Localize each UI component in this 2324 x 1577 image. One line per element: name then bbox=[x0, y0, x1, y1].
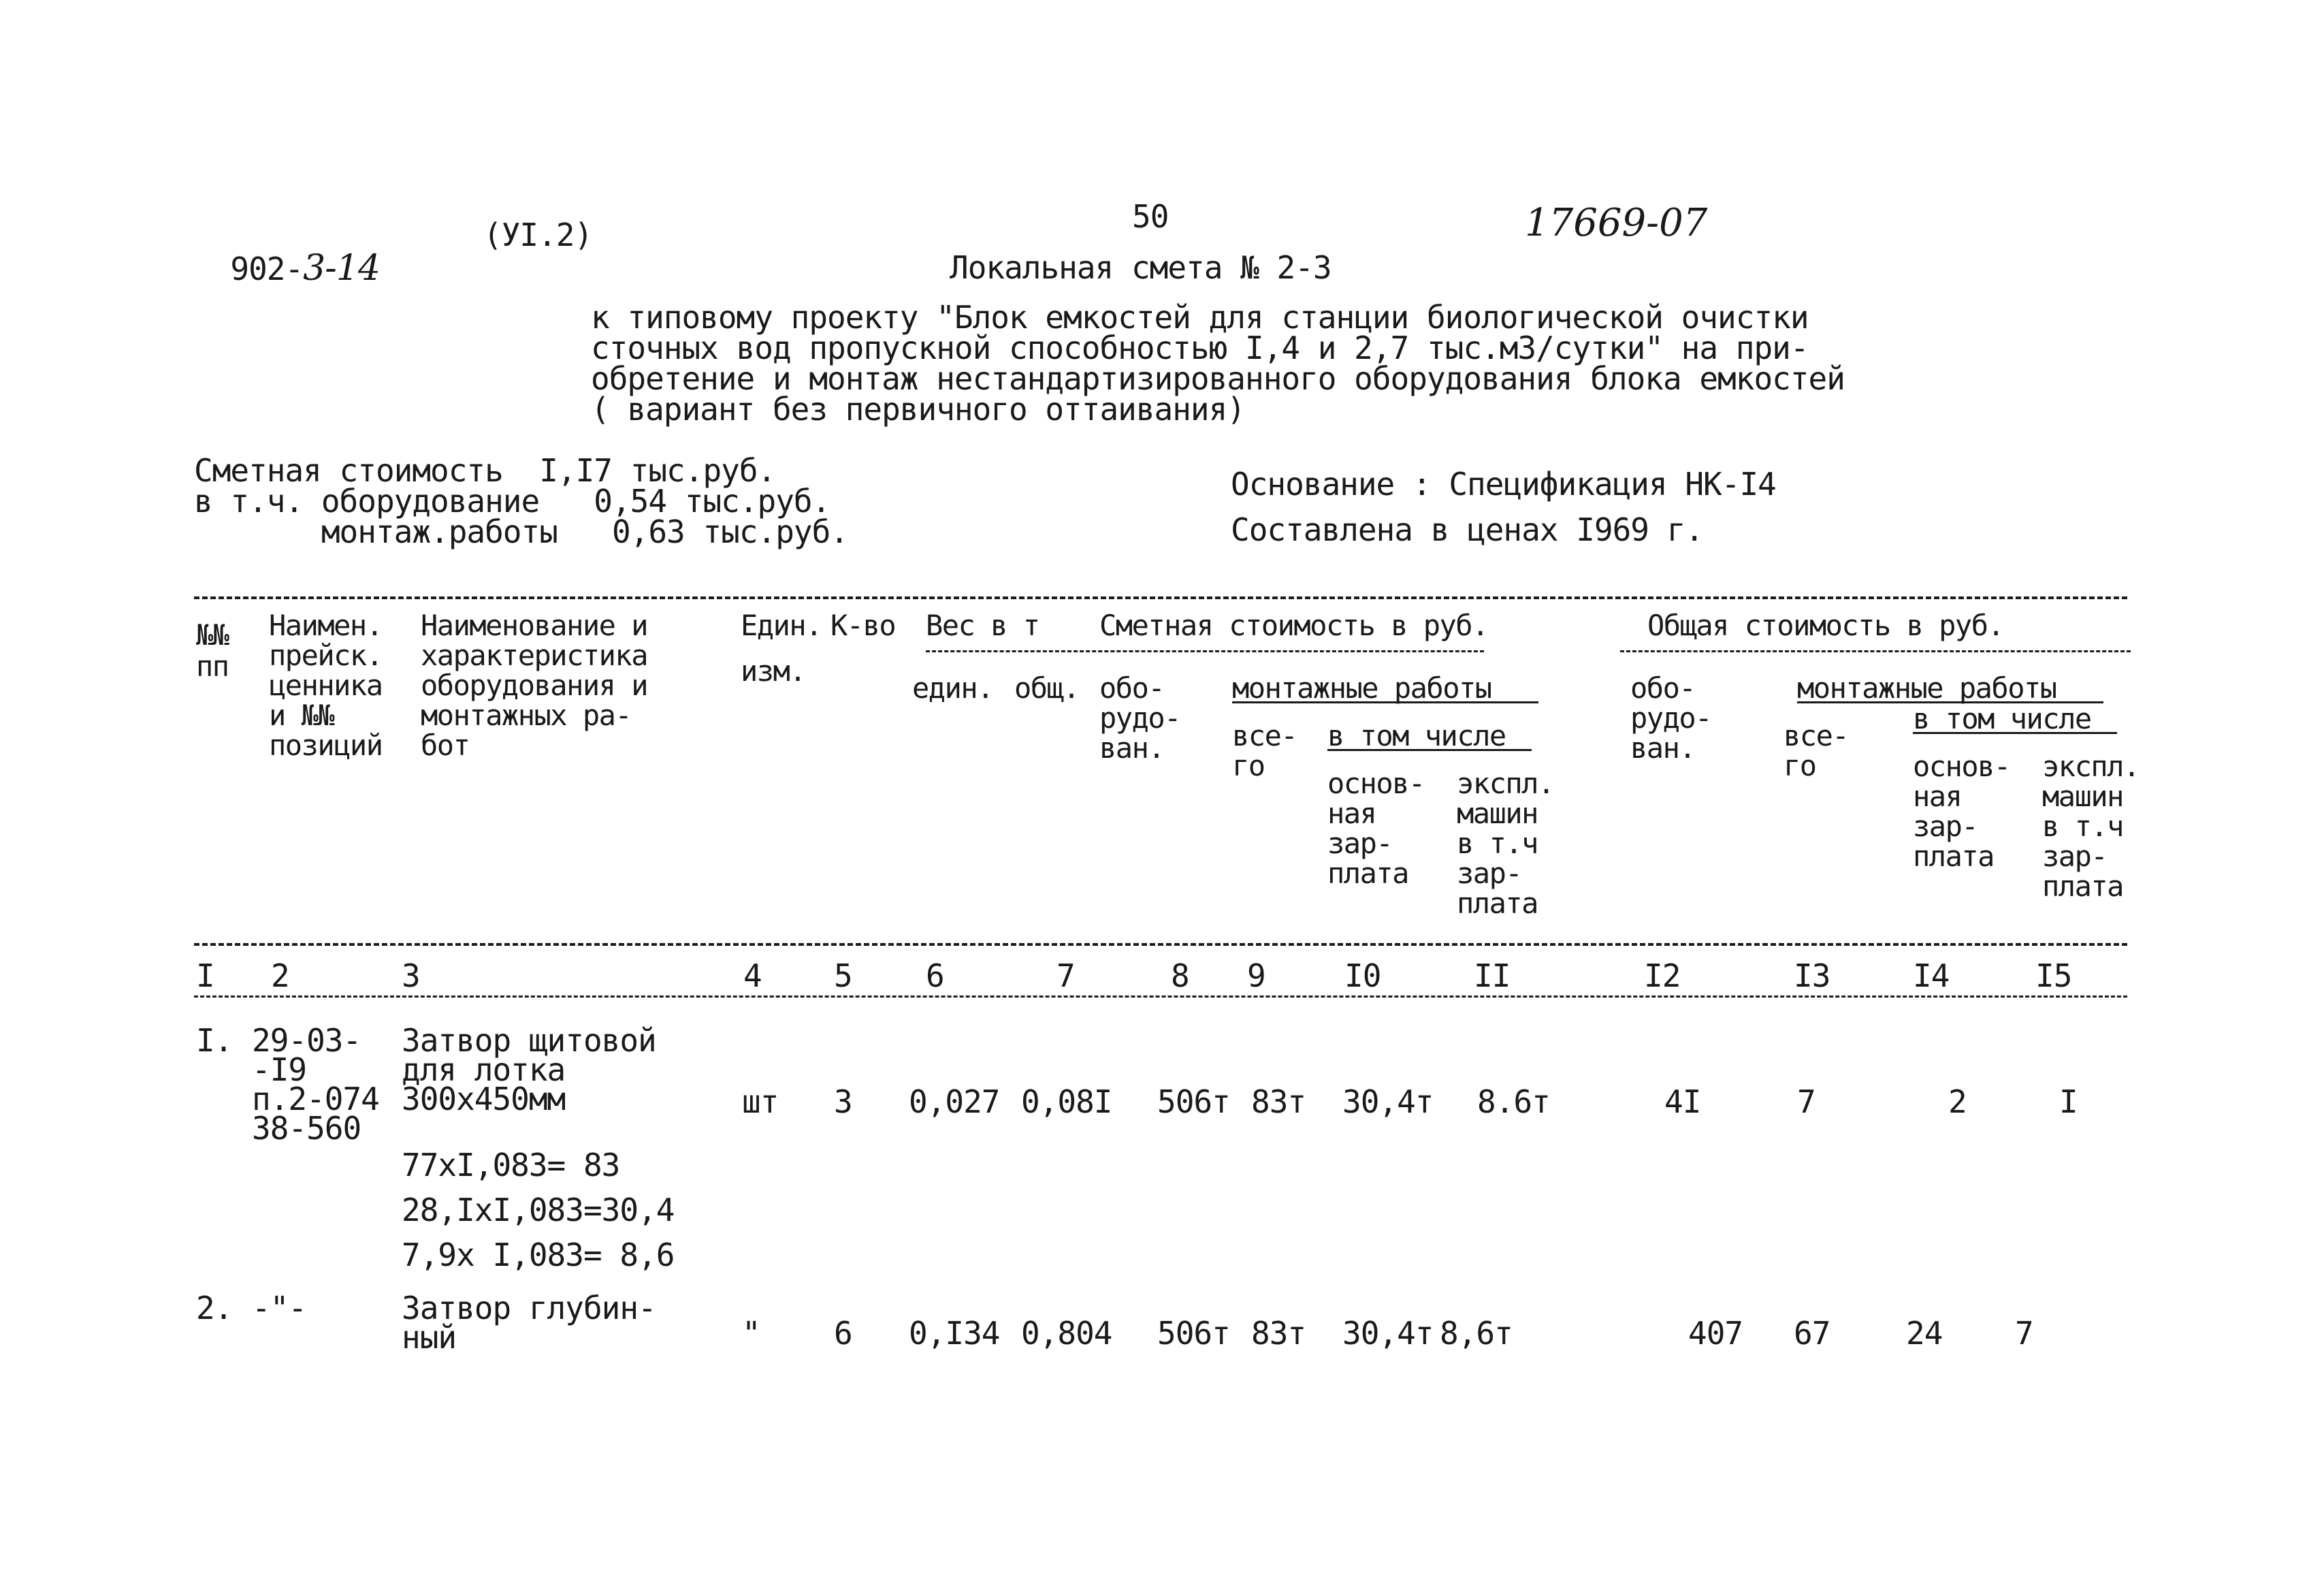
header-col4-line2: изм. bbox=[741, 654, 806, 688]
row1-weight-unit: 0,027 bbox=[909, 1083, 1000, 1120]
subtitle-line-1: к типовому проекту "Блок емкостей для станции биологической очистки bbox=[591, 299, 1809, 336]
header-bottom-rule bbox=[194, 943, 2127, 946]
header-col14-line2: ная bbox=[1913, 780, 1962, 813]
doc-code bbox=[194, 219, 380, 289]
header-incl-underline-2 bbox=[1913, 732, 2117, 734]
section-code: (УI.2) bbox=[483, 217, 593, 253]
row1-base-pay: 30,4т bbox=[1342, 1083, 1434, 1120]
colnum-4: 4 bbox=[743, 957, 762, 994]
header-col4-line1: Един. bbox=[741, 609, 822, 642]
header-col12-line2: рудо- bbox=[1630, 701, 1711, 735]
header-col15-line3: в т.ч bbox=[2042, 810, 2123, 843]
row1-code-1: 29-03- bbox=[252, 1022, 361, 1059]
row1-calc-3: 7,9х I,083= 8,6 bbox=[402, 1237, 675, 1273]
header-incl-underline bbox=[1327, 749, 1532, 751]
colnum-8: 8 bbox=[1171, 957, 1189, 994]
row1-code-3: п.2-074 bbox=[252, 1081, 379, 1117]
row2-qty: 6 bbox=[834, 1315, 852, 1352]
row2-equipment: 506т bbox=[1157, 1315, 1230, 1352]
header-col15-line1: экспл. bbox=[2042, 750, 2140, 783]
header-col3-line2: характеристика bbox=[421, 639, 648, 672]
colnum-12: I2 bbox=[1644, 957, 1681, 994]
row1-weight-total: 0,08I bbox=[1021, 1083, 1112, 1120]
row2-total-base: 24 bbox=[1906, 1315, 1943, 1352]
header-weight-group: Вес в т bbox=[926, 609, 1039, 642]
colnum-10: I0 bbox=[1344, 957, 1381, 994]
table-top-rule bbox=[194, 596, 2127, 599]
header-col2-line4: и №№ bbox=[269, 699, 334, 732]
row1-total-mont: 7 bbox=[1797, 1083, 1815, 1120]
header-col11-line3: в т.ч bbox=[1457, 827, 1538, 860]
row1-total-base: 2 bbox=[1948, 1083, 1967, 1120]
header-incl-group-2: в том числе bbox=[1913, 702, 2091, 735]
header-col11-line1: экспл. bbox=[1457, 767, 1554, 800]
header-mont-underline bbox=[1232, 701, 1538, 703]
row1-machine: 8.6т bbox=[1477, 1083, 1550, 1120]
colnum-1: I bbox=[196, 957, 214, 994]
header-estimate-rule bbox=[926, 650, 1484, 652]
prices-line: Составлена в ценах I969 г. bbox=[1231, 511, 1704, 548]
header-col3-line1: Наименование и bbox=[421, 609, 648, 642]
header-col11-line4: зар- bbox=[1457, 857, 1522, 890]
row1-total-machine: I bbox=[2059, 1083, 2078, 1120]
subtitle-line-3: обретение и монтаж нестандартизированного оборудования блока емкостей bbox=[591, 360, 1845, 397]
doc-code-print: 902- bbox=[230, 251, 304, 287]
header-col8-line3: ван. bbox=[1099, 731, 1165, 765]
colnum-11: II bbox=[1474, 957, 1511, 994]
row2-total-mont: 67 bbox=[1794, 1315, 1830, 1352]
row2-weight-total: 0,804 bbox=[1021, 1315, 1112, 1352]
header-col13-line2: го bbox=[1784, 749, 1816, 782]
header-col2-line1: Наимен. bbox=[269, 609, 383, 642]
row2-machine: 8,6т bbox=[1440, 1315, 1513, 1352]
row2-name-1: Затвор глубин- bbox=[402, 1290, 656, 1326]
header-col3-line3: оборудования и bbox=[421, 669, 648, 702]
row1-equipment: 506т bbox=[1157, 1083, 1230, 1120]
header-incl-group: в том числе bbox=[1327, 719, 1506, 752]
header-col2-line3: ценника bbox=[269, 669, 383, 702]
row1-num: I. bbox=[196, 1022, 233, 1059]
row2-unit: " bbox=[742, 1315, 760, 1352]
header-total-group: Общая стоимость в руб. bbox=[1647, 609, 2004, 642]
colnum-9: 9 bbox=[1247, 957, 1265, 994]
header-estimate-group: Сметная стоимость в руб. bbox=[1099, 609, 1488, 642]
row1-name-2: для лотка bbox=[402, 1051, 566, 1088]
header-col15-line5: плата bbox=[2042, 870, 2123, 903]
header-col2-line2: прейск. bbox=[269, 639, 383, 672]
header-col1-line2: пп bbox=[196, 650, 229, 683]
header-col14-line4: плата bbox=[1913, 840, 1994, 873]
header-col1-line1: №№ bbox=[196, 618, 229, 652]
header-col10-line2: ная bbox=[1327, 797, 1376, 830]
row2-num: 2. bbox=[196, 1290, 233, 1326]
row2-total-machine: 7 bbox=[2015, 1315, 2033, 1352]
row2-base-pay: 30,4т bbox=[1342, 1315, 1434, 1352]
header-col15-line4: зар- bbox=[2042, 840, 2108, 873]
header-mont-group-2: монтажные работы bbox=[1797, 671, 2056, 705]
row2-code-1: -"- bbox=[252, 1290, 307, 1326]
basis-line: Основание : Спецификация НК-I4 bbox=[1231, 466, 1776, 503]
header-col10-line4: плата bbox=[1327, 857, 1408, 890]
subtitle-line-4: ( вариант без первичного оттаивания) bbox=[591, 391, 1245, 428]
header-col12-line1: обо- bbox=[1630, 671, 1696, 705]
colnum-15: I5 bbox=[2035, 957, 2072, 994]
header-col3-line5: бот bbox=[421, 729, 470, 762]
header-col12-line3: ван. bbox=[1630, 731, 1696, 765]
colnum-2: 2 bbox=[271, 957, 289, 994]
header-col15-line2: машин bbox=[2042, 780, 2123, 813]
header-col2-line5: позиций bbox=[269, 729, 383, 762]
colnum-3: 3 bbox=[402, 957, 420, 994]
header-col7: общ. bbox=[1014, 671, 1080, 705]
row2-name-2: ный bbox=[402, 1319, 457, 1356]
header-col8-line1: обо- bbox=[1099, 671, 1165, 705]
page-number: 50 bbox=[1132, 198, 1169, 235]
header-mont-group: монтажные работы bbox=[1232, 671, 1491, 705]
row2-weight-unit: 0,I34 bbox=[909, 1315, 1000, 1352]
header-col11-line5: плата bbox=[1457, 887, 1538, 920]
row1-total-equipment: 4I bbox=[1664, 1083, 1701, 1120]
row1-calc-1: 77хI,083= 83 bbox=[402, 1147, 620, 1183]
row1-calc-2: 28,IхI,083=30,4 bbox=[402, 1192, 675, 1228]
header-col14-line3: зар- bbox=[1913, 810, 1978, 843]
header-col10-line1: основ- bbox=[1327, 767, 1425, 800]
archive-number: 17669-07 bbox=[1525, 201, 1708, 245]
row1-mont-total: 83т bbox=[1251, 1083, 1306, 1120]
header-col11-line2: машин bbox=[1457, 797, 1538, 830]
estimate-title: Локальная смета № 2-3 bbox=[950, 249, 1332, 286]
row2-total-equipment: 407 bbox=[1688, 1315, 1743, 1352]
row1-name-1: Затвор щитовой bbox=[402, 1022, 656, 1059]
doc-code-handwritten: 3-14 bbox=[303, 248, 380, 289]
summary-line-2: в т.ч. оборудование 0,54 тыс.руб. bbox=[194, 483, 830, 520]
row1-qty: 3 bbox=[834, 1083, 852, 1120]
header-col8-line2: рудо- bbox=[1099, 701, 1180, 735]
colnum-7: 7 bbox=[1056, 957, 1075, 994]
row1-unit: шт bbox=[742, 1083, 779, 1120]
colnum-13: I3 bbox=[1794, 957, 1830, 994]
header-col9-line2: го bbox=[1232, 749, 1265, 782]
subtitle-line-2: сточных вод пропускной способностью I,4 и 2,7 тыс.м3/сутки" на при- bbox=[591, 330, 1809, 366]
colnum-5: 5 bbox=[834, 957, 852, 994]
header-col5: К-во bbox=[830, 609, 896, 642]
header-col13-line1: все- bbox=[1784, 719, 1849, 752]
row1-code-2: -I9 bbox=[252, 1051, 307, 1088]
header-col14-line1: основ- bbox=[1913, 750, 2010, 783]
row2-mont-total: 83т bbox=[1251, 1315, 1306, 1352]
summary-line-1: Сметная стоимость I,I7 тыс.руб. bbox=[194, 452, 776, 489]
colnum-14: I4 bbox=[1913, 957, 1950, 994]
row1-code-4: 38-560 bbox=[252, 1110, 361, 1147]
header-col9-line1: все- bbox=[1232, 719, 1297, 752]
header-col3-line4: монтажных ра- bbox=[421, 699, 632, 732]
header-col6: един. bbox=[912, 671, 993, 705]
header-total-rule bbox=[1620, 650, 2131, 652]
summary-line-3: монтаж.работы 0,63 тыс.руб. bbox=[194, 513, 848, 550]
colnum-rule bbox=[194, 995, 2127, 998]
header-col10-line3: зар- bbox=[1327, 827, 1393, 860]
colnum-6: 6 bbox=[926, 957, 944, 994]
row1-name-3: 300х450мм bbox=[402, 1081, 566, 1117]
